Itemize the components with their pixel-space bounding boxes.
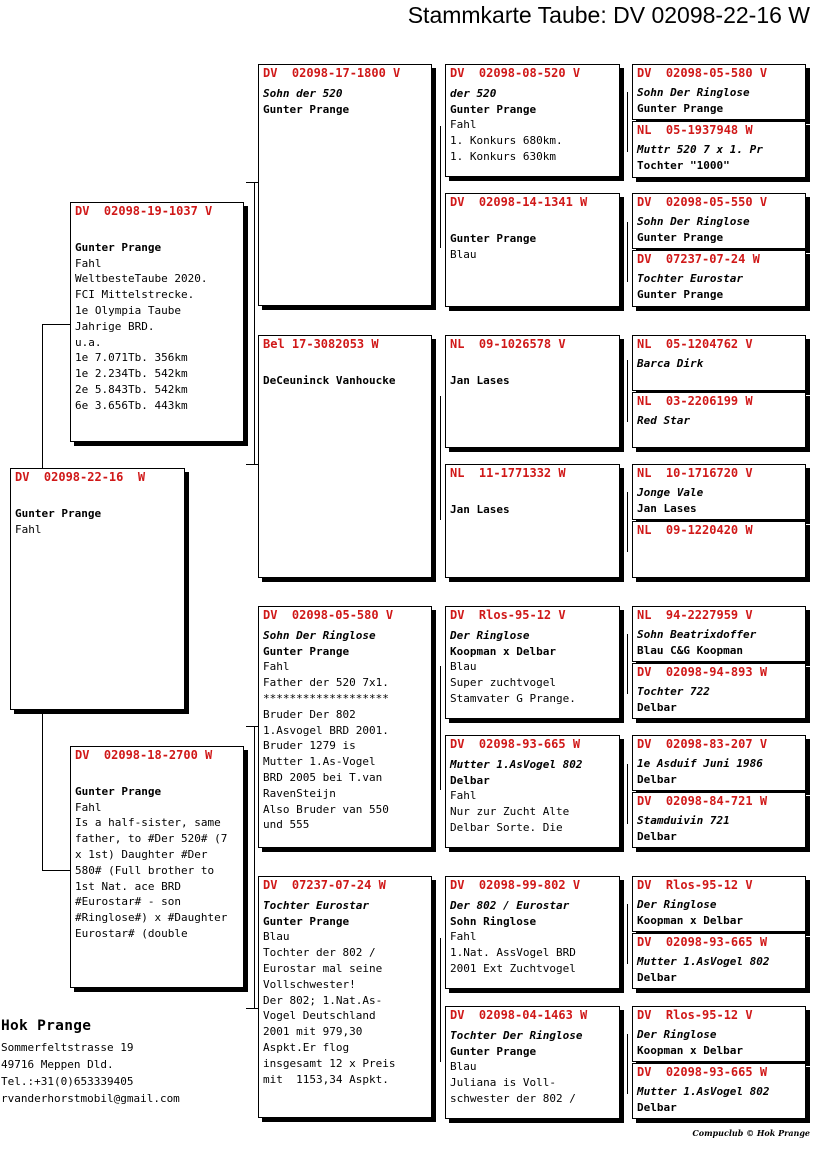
ring-number: DV 02098-05-550 V: [637, 195, 768, 209]
ring-number: DV 02098-18-2700 W: [75, 748, 213, 762]
pigeon-card-g4-12[interactable]: [632, 792, 806, 848]
pigeon-card-ddd[interactable]: [445, 1006, 620, 1119]
pigeon-name: Stamduivin 721: [637, 813, 730, 827]
connector: [627, 1034, 628, 1094]
pigeon-card-g4-4[interactable]: [632, 250, 806, 307]
ring-number: Bel 17-3082053 W: [263, 337, 379, 351]
breeder: Tochter "1000": [637, 158, 730, 172]
pigeon-name: der 520: [450, 86, 497, 100]
color: Fahl: [75, 800, 102, 814]
breeder: Jan Lases: [637, 501, 697, 515]
pigeon-card-g4-3[interactable]: [632, 193, 806, 249]
pigeon-name: Der 802 / Eurostar: [450, 898, 570, 912]
pigeon-name: Red Star: [637, 413, 690, 427]
pigeon-card-g4-13[interactable]: [632, 876, 806, 932]
pigeon-name: Barca Dirk: [637, 356, 704, 370]
pigeon-name: Muttr 520 7 x 1. Pr: [637, 142, 763, 156]
ring-number: NL 94-2227959 V: [637, 608, 753, 622]
ring-number: NL 05-1204762 V: [637, 337, 753, 351]
breeder: Gunter Prange: [450, 1044, 537, 1058]
pigeon-name: Mutter 1.AsVogel 802: [450, 757, 583, 771]
pigeon-name: Tochter Eurostar: [637, 271, 743, 285]
connector: [627, 222, 628, 282]
breeder: Blau C&G Koopman: [637, 643, 743, 657]
connector: [246, 726, 258, 727]
breeder: Gunter Prange: [15, 506, 102, 520]
breeder: Sohn Ringlose: [450, 914, 537, 928]
connector: [627, 904, 628, 964]
pigeon-card-dam-dam[interactable]: [258, 876, 432, 1118]
pigeon-name: Der Ringlose: [450, 628, 530, 642]
pigeon-card-dam-sire[interactable]: [258, 606, 432, 848]
breeder: Delbar: [637, 772, 677, 786]
info-text: WeltbesteTaube 2020. FCI Mittelstrecke. 1e Olympia Taube Jahrige BRD. u.a. 1e 7.071Tb. 356km 1e 2.234Tb. 542km 2e 5.843Tb. 542km 6e 3.656Tb. 443km: [75, 272, 208, 412]
ring-number: DV 02098-05-580 V: [263, 608, 394, 622]
info-text: Super zuchtvogel Stamvater G Prange.: [450, 676, 576, 705]
color: Fahl: [263, 660, 290, 674]
connector: [246, 464, 258, 465]
breeder: Delbar: [637, 970, 677, 984]
pigeon-name: Jonge Vale: [637, 485, 704, 499]
pigeon-card-sire-sire[interactable]: [258, 64, 432, 306]
breeder: Gunter Prange: [75, 784, 162, 798]
pigeon-card-sss[interactable]: [445, 64, 620, 177]
breeder: Jan Lases: [450, 373, 510, 387]
info-text: Nur zur Zucht Alte Delbar Sorte. Die: [450, 805, 570, 834]
info-text: Tochter der 802 / Eurostar mal seine Vollschwester! Der 802; 1.Nat.As- Vogel Deutschland 2001 mit 979,30 Aspkt.Er flog insgesamt 12 x Preis mit 1153,34 Aspkt.: [263, 946, 396, 1086]
color: Fahl: [75, 256, 102, 270]
owner-address: [1, 1018, 180, 1107]
color: Blau: [450, 660, 477, 674]
breeder: Delbar: [637, 1100, 677, 1114]
owner-city: 49716 Meppen Dld.: [1, 1058, 114, 1071]
info-text: Is a half-sister, same father, to #Der 520# (7 x 1st) Daughter #Der 580# (Full brother to 1st Nat. ace BRD #Eurostar# - son #Ringlose#) x #Daughter Eurostar# (double: [75, 816, 234, 940]
pigeon-name: Der Ringlose: [637, 897, 717, 911]
ring-number: NL 03-2206199 W: [637, 394, 753, 408]
breeder: Gunter Prange: [263, 102, 350, 116]
connector: [627, 360, 628, 422]
connector: [440, 126, 441, 248]
breeder: Koopman x Delbar: [637, 1043, 743, 1057]
owner-street: Sommerfeltstrasse 19: [1, 1041, 134, 1054]
pigeon-card-dsd[interactable]: [445, 735, 620, 848]
ring-number: DV 02098-93-665 W: [450, 737, 581, 751]
color: Fahl: [450, 118, 477, 132]
pigeon-card-subject[interactable]: [10, 468, 185, 710]
breeder: Koopman x Delbar: [637, 913, 743, 927]
connector: [627, 764, 628, 824]
color: Blau: [450, 1060, 477, 1074]
pigeon-card-dds[interactable]: [445, 876, 620, 989]
pigeon-card-g4-15[interactable]: [632, 1006, 806, 1062]
ring-number: DV 02098-99-802 V: [450, 878, 581, 892]
ring-number: DV 02098-93-665 W: [637, 1065, 768, 1079]
pigeon-card-dss[interactable]: [445, 606, 620, 719]
ring-number: DV 02098-08-520 V: [450, 66, 581, 80]
page-title: Stammkarte Taube: DV 02098-22-16 W: [407, 2, 810, 28]
pigeon-name: Sohn der 520: [263, 86, 343, 100]
footer-credit: Compuclub © Hok Prange: [692, 1128, 810, 1138]
ring-number: DV 02098-04-1463 W: [450, 1008, 588, 1022]
connector: [627, 92, 628, 152]
pigeon-card-sire[interactable]: [70, 202, 244, 442]
connector: [42, 324, 70, 325]
pigeon-name: Sohn Der Ringlose: [263, 628, 376, 642]
breeder: Gunter Prange: [637, 287, 724, 301]
info-text: 1.Nat. AssVogel BRD 2001 Ext Zuchtvogel: [450, 946, 576, 975]
info-text: Juliana is Voll- schwester der 802 /: [450, 1076, 576, 1105]
color: Fahl: [450, 789, 477, 803]
connector: [42, 712, 43, 870]
connector: [627, 492, 628, 552]
pigeon-card-g4-6[interactable]: [632, 392, 806, 448]
pigeon-card-ssd[interactable]: [445, 193, 620, 307]
ring-number: DV 02098-93-665 W: [637, 935, 768, 949]
ring-number: NL 11-1771332 W: [450, 466, 566, 480]
breeder: Jan Lases: [450, 502, 510, 516]
ring-number: DV Rlos-95-12 V: [450, 608, 566, 622]
ring-number: DV 02098-05-580 V: [637, 66, 768, 80]
breeder: Gunter Prange: [637, 230, 724, 244]
pigeon-card-g4-10[interactable]: [632, 663, 806, 719]
ring-number: DV 02098-22-16 W: [15, 470, 146, 484]
info-text: 1. Konkurs 680km. 1. Konkurs 630km: [450, 134, 563, 163]
pigeon-card-g4-16[interactable]: [632, 1063, 806, 1119]
ring-number: DV 07237-07-24 W: [263, 878, 386, 892]
pigeon-name: Tochter 722: [637, 684, 710, 698]
breeder: Gunter Prange: [263, 644, 350, 658]
pigeon-name: Sohn Beatrixdoffer: [637, 627, 757, 641]
pigeon-card-g4-2[interactable]: [632, 121, 806, 178]
connector: [254, 182, 255, 464]
pigeon-name: 1e Asduif Juni 1986: [637, 756, 763, 770]
color: Fahl: [450, 930, 477, 944]
pigeon-card-g4-11[interactable]: [632, 735, 806, 791]
info-text: Father der 520 7x1. ******************* Bruder Der 802 1.Asvogel BRD 2001. Bruder 1279 is Mutter 1.As-Vogel BRD 2005 bei T.van RavenSteijn Also Bruder van 550 und 555: [263, 676, 389, 832]
breeder: Gunter Prange: [637, 101, 724, 115]
ring-number: DV 02098-14-1341 W: [450, 195, 588, 209]
pigeon-card-g4-14[interactable]: [632, 933, 806, 989]
connector: [440, 666, 441, 790]
ring-number: DV 07237-07-24 W: [637, 252, 760, 266]
connector: [440, 938, 441, 1062]
breeder: Gunter Prange: [450, 231, 537, 245]
owner-phone: Tel.:+31(0)653339405: [1, 1075, 134, 1088]
breeder: Gunter Prange: [450, 102, 537, 116]
pigeon-name: Mutter 1.AsVogel 802: [637, 1084, 770, 1098]
pigeon-card-sdd[interactable]: [445, 464, 620, 578]
ring-number: DV 02098-19-1037 V: [75, 204, 213, 218]
ring-number: NL 10-1716720 V: [637, 466, 753, 480]
ring-number: DV Rlos-95-12 V: [637, 878, 753, 892]
color: Blau: [450, 247, 477, 261]
connector: [254, 726, 255, 1008]
connector: [246, 1008, 258, 1009]
pigeon-card-sire-dam[interactable]: [258, 335, 432, 578]
pigeon-card-g4-1[interactable]: [632, 64, 806, 120]
connector: [42, 324, 43, 469]
pigeon-name: Mutter 1.AsVogel 802: [637, 954, 770, 968]
ring-number: NL 05-1937948 W: [637, 123, 753, 137]
breeder: Gunter Prange: [263, 914, 350, 928]
ring-number: NL 09-1220420 W: [637, 523, 753, 537]
color: Blau: [263, 930, 290, 944]
pigeon-name: Der Ringlose: [637, 1027, 717, 1041]
pigeon-card-sds[interactable]: [445, 335, 620, 448]
pigeon-card-g4-8[interactable]: [632, 521, 806, 578]
pigeon-card-g4-5[interactable]: [632, 335, 806, 391]
breeder: Delbar: [637, 829, 677, 843]
breeder: Gunter Prange: [75, 240, 162, 254]
connector: [627, 634, 628, 694]
connector: [42, 870, 70, 871]
pigeon-name: Tochter Der Ringlose: [450, 1028, 583, 1042]
pigeon-card-g4-7[interactable]: [632, 464, 806, 520]
color: Fahl: [15, 522, 42, 536]
breeder: Koopman x Delbar: [450, 644, 556, 658]
ring-number: DV 02098-94-893 W: [637, 665, 768, 679]
ring-number: DV 02098-84-721 W: [637, 794, 768, 808]
breeder: Delbar: [450, 773, 490, 787]
pigeon-card-dam[interactable]: [70, 746, 244, 988]
pigeon-name: Tochter Eurostar: [263, 898, 369, 912]
ring-number: DV 02098-17-1800 V: [263, 66, 401, 80]
connector: [440, 396, 441, 520]
ring-number: NL 09-1026578 V: [450, 337, 566, 351]
owner-name: Hok Prange: [1, 1018, 92, 1034]
owner-email[interactable]: rvanderhorstmobil@gmail.com: [1, 1092, 180, 1105]
ring-number: DV 02098-83-207 V: [637, 737, 768, 751]
breeder: DeCeuninck Vanhoucke: [263, 373, 396, 387]
ring-number: DV Rlos-95-12 V: [637, 1008, 753, 1022]
pigeon-card-g4-9[interactable]: [632, 606, 806, 662]
pigeon-name: Sohn Der Ringlose: [637, 85, 750, 99]
pigeon-name: Sohn Der Ringlose: [637, 214, 750, 228]
breeder: Delbar: [637, 700, 677, 714]
connector: [246, 182, 258, 183]
